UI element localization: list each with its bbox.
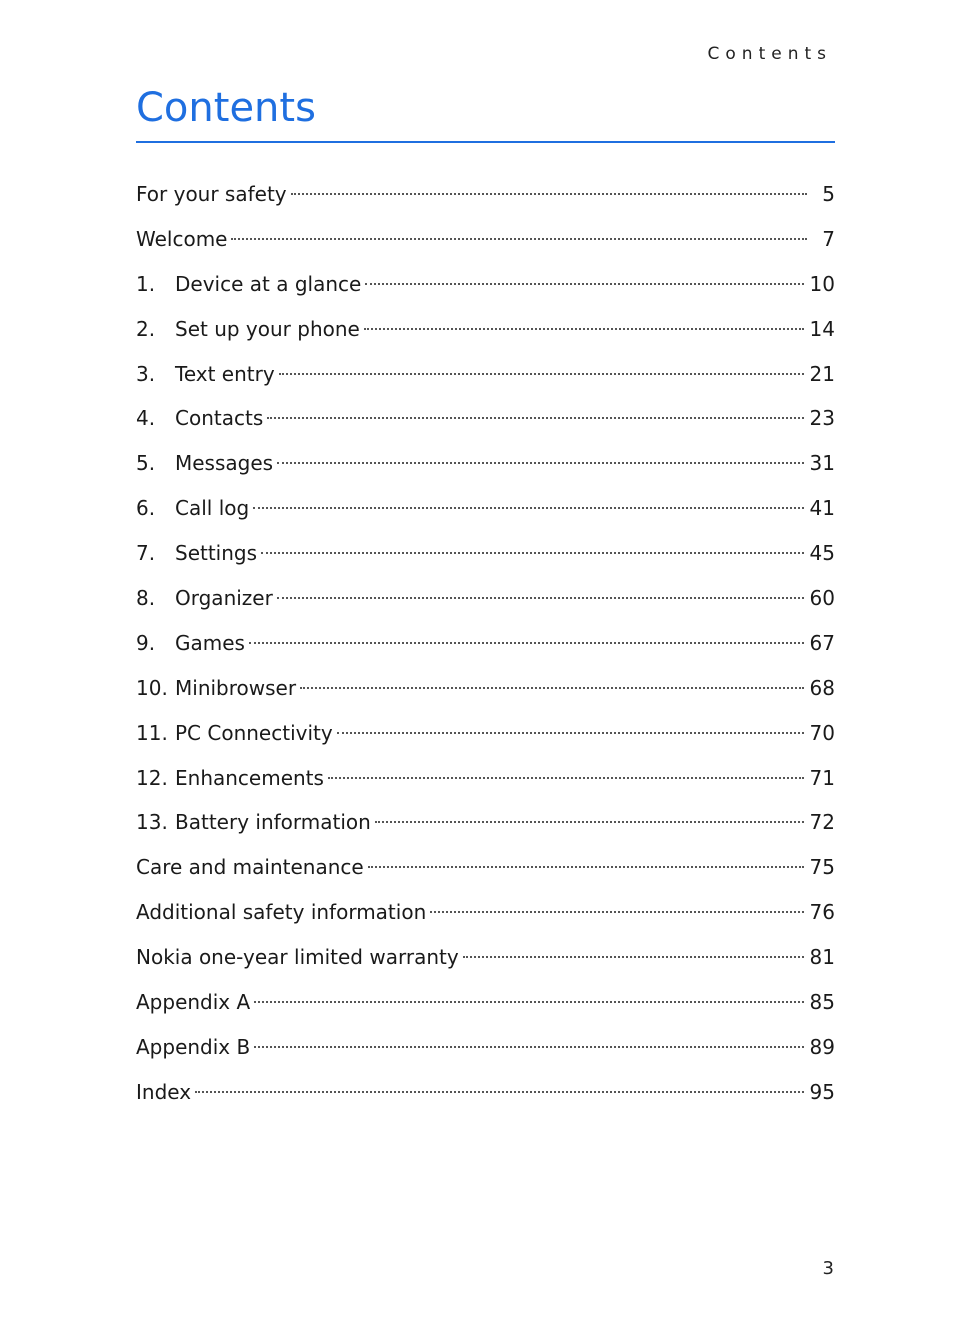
toc-entry-number: 8. [136,586,156,611]
toc-entry-enhancements[interactable] [136,758,835,803]
toc-entry-page: 71 [809,765,835,790]
toc-entry-label: Enhancements [175,765,324,790]
toc-entry-page: 68 [809,675,835,700]
toc-entry-text-entry[interactable] [136,354,835,399]
dot-leader [253,507,803,509]
toc-entry-label: Minibrowser [175,675,297,700]
table-of-contents [136,174,835,1117]
toc-entry-battery-information[interactable] [136,802,835,847]
toc-entry-page: 5 [822,182,835,206]
toc-entry-appendix-a[interactable] [136,982,835,1027]
toc-entry-appendix-b[interactable] [136,1027,835,1072]
toc-entry-label: Set up your phone [175,316,360,341]
dot-leader [364,328,804,330]
toc-entry-minibrowser[interactable] [136,668,835,713]
dot-leader [231,238,807,240]
toc-entry-page: 67 [809,630,835,655]
toc-entry-label: Additional safety information [136,900,427,925]
toc-entry-label: Settings [175,541,258,566]
dot-leader [195,1091,803,1093]
running-header: Contents [707,44,832,64]
toc-entry-page: 89 [809,1034,835,1059]
toc-entry-page: 70 [809,720,835,745]
dot-leader [337,732,804,734]
toc-entry-for-your-safety[interactable] [136,174,835,219]
toc-entry-settings[interactable] [136,533,835,578]
toc-entry-label: For your safety [136,182,287,206]
dot-leader [430,911,803,913]
dot-leader [291,193,807,195]
toc-entry-page: 76 [809,900,835,925]
toc-entry-label: Appendix B [136,1034,251,1059]
dot-leader [463,956,804,958]
dot-leader [277,462,803,464]
toc-entry-organizer[interactable] [136,578,835,623]
toc-entry-index[interactable] [136,1072,835,1117]
toc-entry-label: Nokia one-year limited warranty [136,945,459,970]
toc-entry-set-up-your-phone[interactable] [136,309,835,354]
dot-leader [261,552,804,554]
toc-entry-label: Text entry [175,361,275,386]
toc-entry-page: 60 [809,586,835,611]
dot-leader [254,1046,803,1048]
toc-entry-number: 7. [136,541,156,566]
dot-leader [267,417,803,419]
toc-entry-label: Appendix A [136,990,251,1015]
toc-entry-page: 81 [809,945,835,970]
toc-entry-messages[interactable] [136,443,835,488]
dot-leader [365,283,803,285]
toc-entry-number: 2. [136,316,156,341]
toc-entry-welcome[interactable] [136,219,835,264]
toc-entry-label: Organizer [175,586,273,611]
dot-leader [328,777,804,779]
toc-entry-number: 10. [136,675,168,700]
toc-entry-number: 1. [136,271,156,296]
toc-entry-page: 23 [809,406,835,431]
toc-entry-device-at-a-glance[interactable] [136,264,835,309]
toc-entry-page: 72 [809,810,835,835]
toc-entry-page: 45 [809,541,835,566]
toc-entry-call-log[interactable] [136,488,835,533]
toc-entry-label: Index [136,1079,192,1104]
toc-entry-label: Device at a glance [175,271,362,296]
toc-entry-page: 10 [809,271,835,296]
toc-entry-label: Care and maintenance [136,855,364,880]
dot-leader [375,821,804,823]
toc-entry-label: Contacts [175,406,264,431]
toc-entry-page: 75 [809,855,835,880]
page-title: Contents [136,85,316,131]
toc-entry-page: 85 [809,990,835,1015]
toc-entry-games[interactable] [136,623,835,668]
dot-leader [368,866,804,868]
toc-entry-page: 95 [809,1079,835,1104]
title-divider [136,141,835,143]
toc-entry-contacts[interactable] [136,398,835,443]
toc-entry-nokia-one-year-limited-warranty[interactable] [136,937,835,982]
toc-entry-number: 13. [136,810,168,835]
toc-entry-care-and-maintenance[interactable] [136,847,835,892]
dot-leader [277,597,804,599]
toc-entry-page: 41 [809,496,835,521]
toc-entry-pc-connectivity[interactable] [136,713,835,758]
toc-entry-number: 3. [136,361,156,386]
dot-leader [254,1001,803,1003]
toc-entry-number: 12. [136,765,168,790]
toc-entry-page: 21 [809,361,835,386]
toc-entry-page: 7 [822,226,835,251]
toc-entry-label: Battery information [175,810,371,835]
toc-entry-label: Messages [175,451,274,476]
toc-entry-label: Welcome [136,226,228,251]
toc-entry-number: 11. [136,720,168,745]
toc-entry-additional-safety-information[interactable] [136,892,835,937]
dot-leader [249,642,804,644]
toc-entry-number: 4. [136,406,156,431]
dot-leader [300,687,803,689]
toc-entry-number: 5. [136,451,156,476]
toc-entry-number: 9. [136,630,156,655]
toc-entry-number: 6. [136,496,156,521]
toc-entry-label: Call log [175,496,250,521]
toc-entry-label: PC Connectivity [175,720,333,745]
toc-entry-page: 14 [809,316,835,341]
toc-entry-page: 31 [809,451,835,476]
page-number: 3 [822,1258,834,1279]
dot-leader [279,373,804,375]
toc-entry-label: Games [175,630,245,655]
